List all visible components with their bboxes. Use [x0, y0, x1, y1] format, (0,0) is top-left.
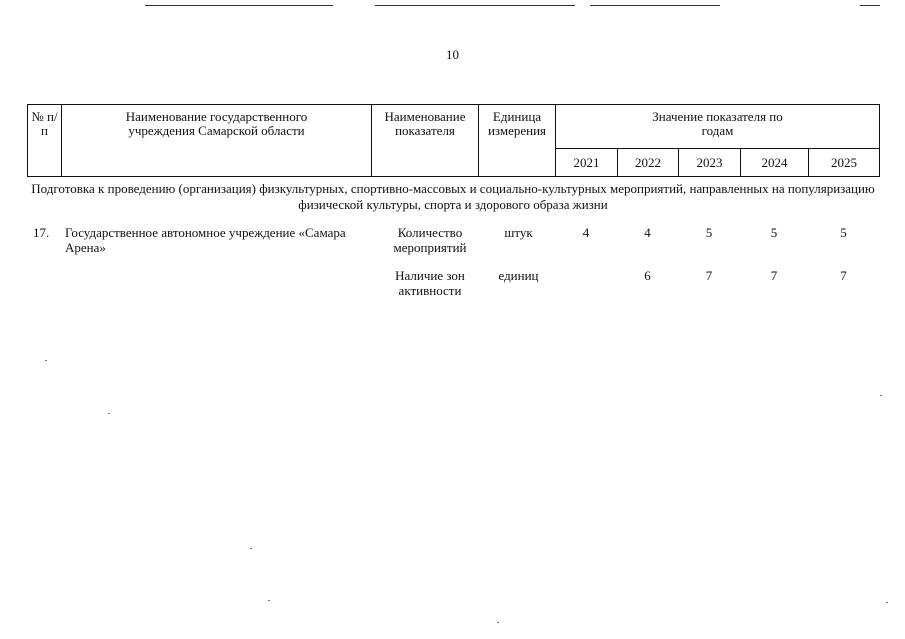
scan-speck	[880, 395, 882, 396]
header-values-by-year: Значение показателя по годам	[556, 105, 880, 149]
scan-speck	[497, 622, 499, 623]
row-number: 17.	[33, 225, 50, 240]
header-year-2023: 2023	[679, 149, 741, 177]
value-2024: 7	[770, 268, 778, 283]
header-year-2022: 2022	[618, 149, 679, 177]
scan-artifact-line	[860, 5, 880, 6]
row-institution: Государственное автономное учреждение «Самара Арена»	[65, 225, 346, 255]
indicator-name: Количество мероприятий	[393, 225, 467, 255]
scan-speck	[268, 600, 270, 601]
value-2023: 5	[705, 225, 713, 240]
scan-speck	[250, 548, 252, 549]
header-year-2024: 2024	[741, 149, 809, 177]
page-number: 10	[446, 47, 459, 62]
scan-artifact-line	[375, 5, 575, 6]
indicators-table-header	[27, 104, 880, 177]
value-2023: 7	[705, 268, 713, 283]
scan-artifact-line	[145, 5, 333, 6]
value-2022: 4	[644, 225, 651, 240]
header-num: № п/п	[28, 105, 62, 177]
header-year-2021: 2021	[556, 149, 618, 177]
scan-speck	[108, 413, 110, 414]
value-2024: 5	[770, 225, 778, 240]
scan-speck	[886, 602, 888, 603]
scan-artifact-line	[590, 5, 720, 6]
value-2025: 7	[840, 268, 847, 283]
header-institution: Наименование государственного учреждения Самарской области	[62, 105, 372, 177]
value-2021: 4	[582, 225, 590, 240]
header-unit: Единица измерения	[479, 105, 556, 177]
value-2025: 5	[840, 225, 847, 240]
indicator-name: Наличие зон активности	[395, 268, 465, 298]
header-year-2025: 2025	[809, 149, 880, 177]
scan-speck	[45, 360, 47, 361]
header-indicator: Наименование показателя	[372, 105, 479, 177]
value-2022: 6	[644, 268, 651, 283]
section-title: Подготовка к проведению (организация) физкультурных, спортивно-массовых и социально-культурных мероприятий, направленных на популяризацию физической культуры, спорта и здорового образа жизни	[31, 181, 875, 212]
indicator-unit: единиц	[498, 268, 539, 283]
indicator-unit: штук	[504, 225, 533, 240]
